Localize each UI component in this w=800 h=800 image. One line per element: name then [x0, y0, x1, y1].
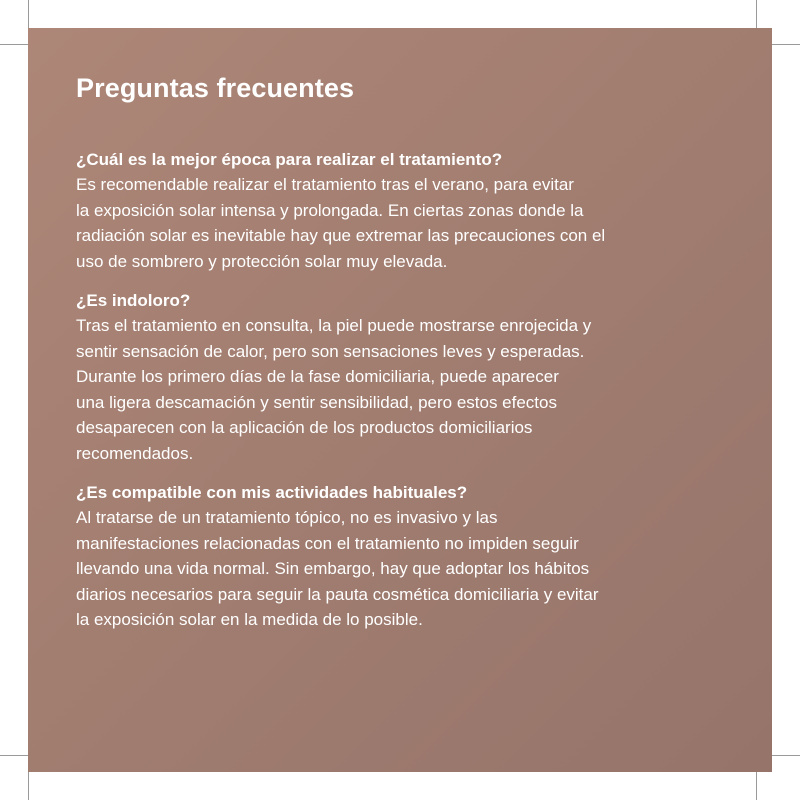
- answer-line: llevando una vida normal. Sin embargo, hay que adoptar los hábitos: [76, 559, 590, 578]
- faq-item: [76, 288, 696, 466]
- answer-line: la exposición solar en la medida de lo posible.: [76, 610, 423, 629]
- faq-question: ¿Es indoloro?: [76, 291, 191, 310]
- answer-line: sentir sensación de calor, pero son sensaciones leves y esperadas.: [76, 341, 585, 361]
- answer-line: la exposición solar intensa y prolongada. En ciertas zonas donde la: [76, 200, 584, 220]
- faq-list: [76, 147, 696, 633]
- answer-line: Tras el tratamiento en consulta, la piel puede mostrarse enrojecida y: [76, 316, 592, 335]
- answer-line: Es recomendable realizar el tratamiento tras el verano, para evitar: [76, 175, 574, 194]
- answer-line: uso de sombrero y protección solar muy elevada.: [76, 251, 448, 271]
- answer-line: manifestaciones relacionadas con el tratamiento no impiden seguir: [76, 533, 579, 553]
- crop-mark: [756, 772, 757, 800]
- crop-mark: [756, 0, 757, 28]
- faq-item: [76, 480, 696, 633]
- crop-mark: [28, 772, 29, 800]
- faq-question: ¿Cuál es la mejor época para realizar el tratamiento?: [76, 150, 503, 169]
- faq-answer: [76, 505, 696, 633]
- page-title: Preguntas frecuentes: [76, 73, 355, 103]
- answer-line: Durante los primero días de la fase domiciliaria, puede aparecer: [76, 367, 559, 386]
- faq-answer: [76, 172, 696, 274]
- answer-line: radiación solar es inevitable hay que extremar las precauciones con el: [76, 226, 606, 245]
- answer-line: recomendados.: [76, 443, 194, 463]
- crop-mark: [0, 44, 28, 45]
- faq-item: [76, 147, 696, 274]
- answer-line: una ligera descamación y sentir sensibilidad, pero estos efectos: [76, 392, 557, 412]
- crop-mark: [28, 0, 29, 28]
- faq-question: ¿Es compatible con mis actividades habituales?: [76, 483, 468, 502]
- crop-mark: [772, 44, 800, 45]
- answer-line: desaparecen con la aplicación de los productos domiciliarios: [76, 418, 533, 437]
- faq-content: [76, 72, 696, 647]
- crop-mark: [0, 755, 28, 756]
- crop-mark: [772, 755, 800, 756]
- answer-line: diarios necesarios para seguir la pauta cosmética domiciliaria y evitar: [76, 584, 599, 604]
- answer-line: Al tratarse de un tratamiento tópico, no es invasivo y las: [76, 508, 498, 527]
- faq-answer: [76, 313, 696, 466]
